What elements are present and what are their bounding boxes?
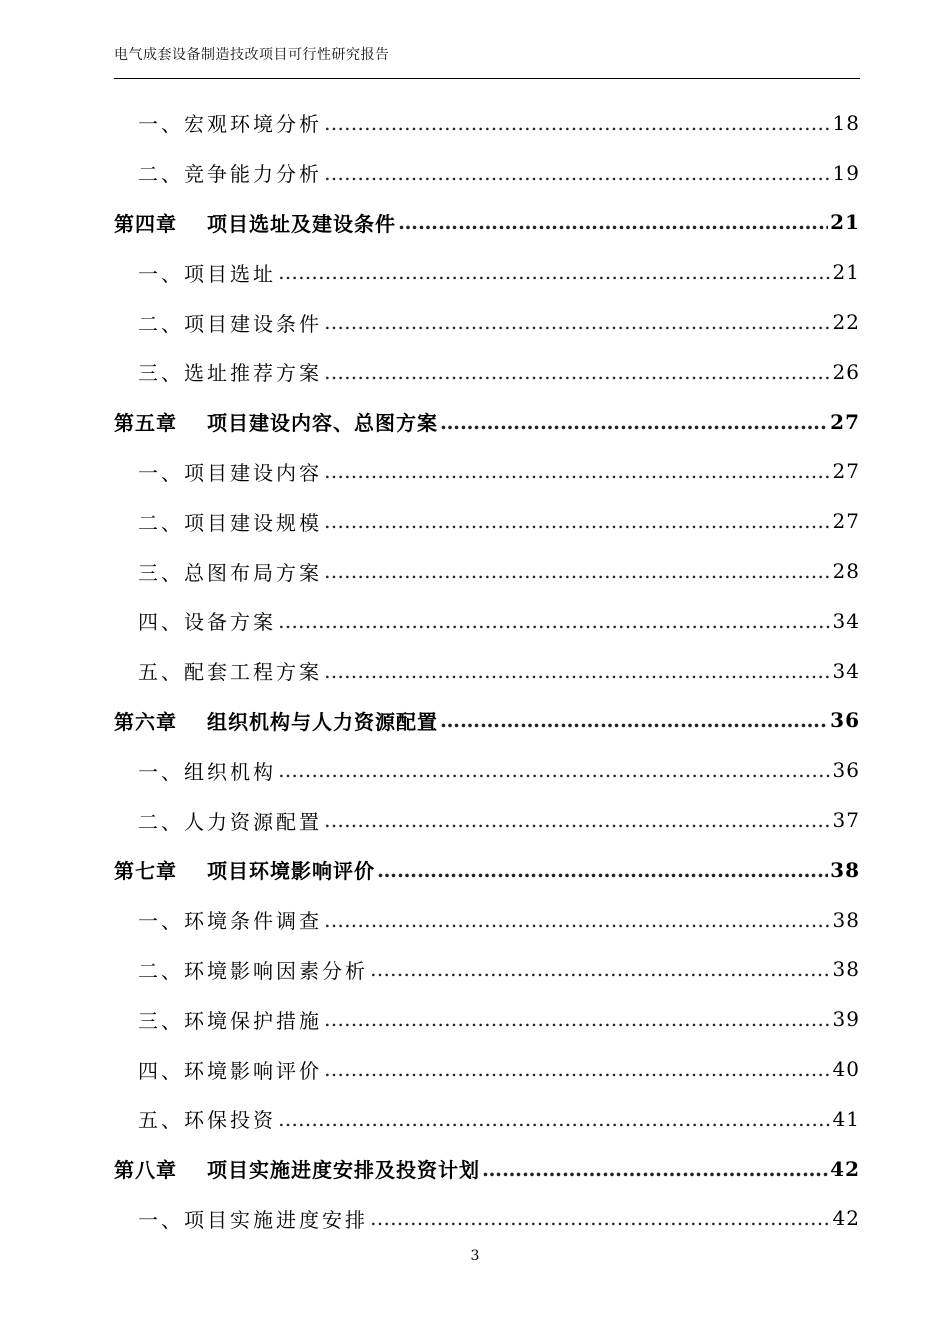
toc-section-entry[interactable] bbox=[114, 148, 860, 198]
toc-dot-leader bbox=[324, 808, 831, 832]
toc-entry-page: 28 bbox=[832, 559, 860, 584]
toc-entry-title: 项目实施进度安排 bbox=[184, 1207, 368, 1232]
toc-dot-leader bbox=[324, 1057, 831, 1081]
toc-section-entry[interactable] bbox=[114, 745, 860, 795]
toc-chapter-entry[interactable] bbox=[114, 1144, 860, 1194]
toc-section-entry[interactable] bbox=[114, 895, 860, 945]
toc-entry-page: 22 bbox=[832, 310, 860, 335]
toc-entry-number: 一、 bbox=[138, 112, 184, 137]
toc-entry-title: 竞争能力分析 bbox=[184, 162, 322, 187]
toc-entry-title: 环境保护措施 bbox=[184, 1008, 322, 1033]
toc-entry-number: 四、 bbox=[138, 1058, 184, 1083]
toc-entry-title: 设备方案 bbox=[184, 610, 276, 635]
toc-entry-page: 19 bbox=[832, 160, 860, 185]
toc-entry-page: 38 bbox=[830, 857, 860, 882]
page-number: 3 bbox=[470, 1248, 480, 1264]
toc-dot-leader bbox=[324, 659, 831, 683]
toc-dot-leader bbox=[324, 360, 831, 384]
toc-entry-title: 项目建设规模 bbox=[184, 510, 322, 535]
toc-dot-leader bbox=[370, 957, 831, 981]
toc-entry-title: 选址推荐方案 bbox=[184, 361, 322, 386]
toc-dot-leader bbox=[482, 1157, 828, 1181]
toc-chapter-entry[interactable] bbox=[114, 198, 860, 248]
toc-entry-page: 39 bbox=[832, 1007, 860, 1032]
toc-entry-title: 环境影响评价 bbox=[184, 1058, 322, 1083]
toc-dot-leader bbox=[324, 111, 831, 135]
toc-entry-number: 第五章 bbox=[114, 411, 177, 436]
toc-entry-page: 18 bbox=[832, 110, 860, 135]
toc-entry-title: 人力资源配置 bbox=[184, 809, 322, 834]
toc-chapter-entry[interactable] bbox=[114, 845, 860, 895]
toc-entry-page: 37 bbox=[832, 808, 860, 833]
toc-dot-leader bbox=[324, 509, 831, 533]
toc-entry-title: 项目环境影响评价 bbox=[207, 859, 375, 884]
toc-section-entry[interactable] bbox=[114, 546, 860, 596]
toc-section-entry[interactable] bbox=[114, 1094, 860, 1144]
toc-entry-page: 38 bbox=[832, 907, 860, 932]
toc-entry-page: 27 bbox=[832, 509, 860, 534]
toc-entry-title: 项目建设条件 bbox=[184, 311, 322, 336]
toc-section-entry[interactable] bbox=[114, 247, 860, 297]
toc-entry-page: 40 bbox=[832, 1057, 860, 1082]
toc-entry-page: 36 bbox=[830, 708, 860, 733]
toc-entry-page: 41 bbox=[832, 1106, 860, 1131]
page-header-title: 电气成套设备制造技改项目可行性研究报告 bbox=[114, 47, 390, 63]
toc-section-entry[interactable] bbox=[114, 994, 860, 1044]
toc-entry-title: 环保投资 bbox=[184, 1108, 276, 1133]
toc-entry-page: 27 bbox=[830, 409, 860, 434]
toc-section-entry[interactable] bbox=[114, 596, 860, 646]
toc-entry-title: 环境影响因素分析 bbox=[184, 958, 368, 983]
toc-dot-leader bbox=[370, 1206, 831, 1230]
toc-entry-number: 二、 bbox=[138, 311, 184, 336]
toc-entry-number: 五、 bbox=[138, 1108, 184, 1133]
toc-entry-number: 五、 bbox=[138, 660, 184, 685]
toc-dot-leader bbox=[324, 559, 831, 583]
toc-entry-title: 组织机构与人力资源配置 bbox=[207, 709, 438, 734]
toc-entry-number: 二、 bbox=[138, 510, 184, 535]
toc-entry-page: 42 bbox=[830, 1156, 860, 1181]
toc-entry-title: 项目建设内容、总图方案 bbox=[207, 411, 438, 436]
table-of-contents bbox=[114, 98, 860, 1243]
toc-entry-page: 36 bbox=[832, 758, 860, 783]
toc-dot-leader bbox=[440, 708, 828, 732]
toc-entry-number: 二、 bbox=[138, 958, 184, 983]
toc-entry-number: 三、 bbox=[138, 1008, 184, 1033]
toc-entry-title: 配套工程方案 bbox=[184, 660, 322, 685]
toc-dot-leader bbox=[324, 1007, 831, 1031]
toc-dot-leader bbox=[440, 410, 828, 434]
toc-entry-number: 二、 bbox=[138, 809, 184, 834]
toc-section-entry[interactable] bbox=[114, 496, 860, 546]
toc-entry-number: 第七章 bbox=[114, 859, 177, 884]
toc-entry-page: 26 bbox=[832, 359, 860, 384]
toc-entry-number: 一、 bbox=[138, 759, 184, 784]
header-rule bbox=[114, 78, 860, 79]
toc-dot-leader bbox=[324, 161, 831, 185]
toc-entry-title: 项目选址 bbox=[184, 261, 276, 286]
toc-chapter-entry[interactable] bbox=[114, 696, 860, 746]
toc-dot-leader bbox=[278, 609, 831, 633]
toc-entry-number: 二、 bbox=[138, 162, 184, 187]
toc-dot-leader bbox=[377, 858, 828, 882]
toc-entry-number: 一、 bbox=[138, 909, 184, 934]
toc-entry-number: 一、 bbox=[138, 460, 184, 485]
toc-entry-number: 一、 bbox=[138, 261, 184, 286]
toc-entry-number: 第八章 bbox=[114, 1158, 177, 1183]
toc-section-entry[interactable] bbox=[114, 1044, 860, 1094]
toc-dot-leader bbox=[398, 210, 828, 234]
toc-dot-leader bbox=[324, 459, 831, 483]
toc-entry-page: 34 bbox=[832, 658, 860, 683]
toc-dot-leader bbox=[278, 758, 831, 782]
toc-entry-title: 项目实施进度安排及投资计划 bbox=[207, 1158, 480, 1183]
toc-entry-title: 项目建设内容 bbox=[184, 460, 322, 485]
toc-entry-number: 三、 bbox=[138, 560, 184, 585]
toc-entry-page: 34 bbox=[832, 608, 860, 633]
toc-section-entry[interactable] bbox=[114, 795, 860, 845]
toc-entry-title: 组织机构 bbox=[184, 759, 276, 784]
toc-entry-title: 环境条件调查 bbox=[184, 909, 322, 934]
toc-section-entry[interactable] bbox=[114, 646, 860, 696]
toc-entry-page: 21 bbox=[832, 260, 860, 285]
toc-section-entry[interactable] bbox=[114, 945, 860, 995]
toc-dot-leader bbox=[278, 1107, 831, 1131]
toc-dot-leader bbox=[278, 260, 831, 284]
toc-entry-number: 一、 bbox=[138, 1207, 184, 1232]
toc-dot-leader bbox=[324, 908, 831, 932]
toc-dot-leader bbox=[324, 310, 831, 334]
toc-entry-number: 第四章 bbox=[114, 211, 177, 236]
toc-chapter-entry[interactable] bbox=[114, 397, 860, 447]
toc-entry-page: 21 bbox=[830, 210, 860, 235]
toc-entry-title: 宏观环境分析 bbox=[184, 112, 322, 137]
toc-section-entry[interactable] bbox=[114, 347, 860, 397]
toc-entry-number: 四、 bbox=[138, 610, 184, 635]
toc-entry-title: 总图布局方案 bbox=[184, 560, 322, 585]
toc-section-entry[interactable] bbox=[114, 447, 860, 497]
toc-entry-page: 27 bbox=[832, 459, 860, 484]
toc-section-entry[interactable] bbox=[114, 98, 860, 148]
toc-entry-page: 42 bbox=[832, 1206, 860, 1231]
toc-entry-number: 三、 bbox=[138, 361, 184, 386]
toc-entry-number: 第六章 bbox=[114, 709, 177, 734]
toc-entry-title: 项目选址及建设条件 bbox=[207, 211, 396, 236]
toc-entry-page: 38 bbox=[832, 957, 860, 982]
toc-section-entry[interactable] bbox=[114, 1194, 860, 1244]
toc-section-entry[interactable] bbox=[114, 297, 860, 347]
